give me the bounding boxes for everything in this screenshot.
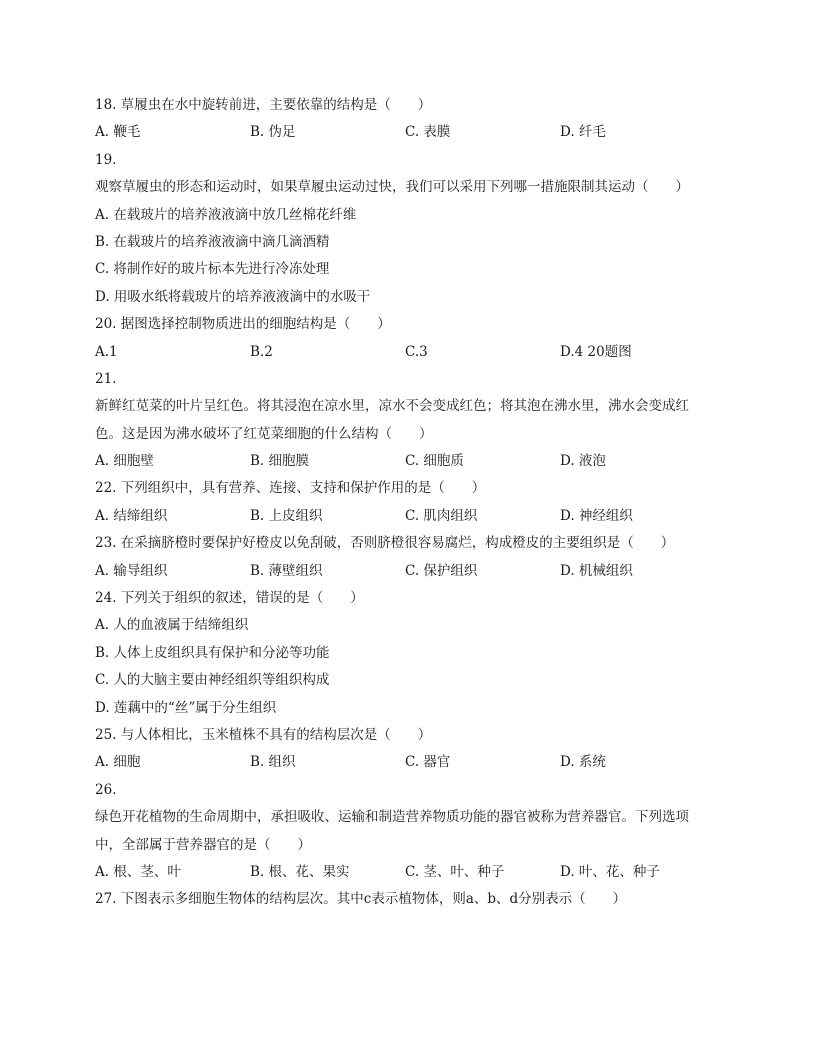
option-d: D. 机械组织 [560, 562, 633, 579]
exam-page [95, 92, 725, 914]
option-a: A. 根、茎、叶 [95, 863, 181, 880]
option-a: A. 在载玻片的培养液液滴中放几丝棉花纤维 [95, 206, 357, 223]
option-b: B. 薄壁组织 [250, 562, 323, 579]
question-27-stem: 27. 下图表示多细胞生物体的结构层次。其中c表示植物体，则a、b、d分别表示（ ） [95, 891, 627, 908]
question-23-stem: 23. 在采摘脐橙时要保护好橙皮以免刮破，否则脐橙很容易腐烂，构成橙皮的主要组织是（ ） [95, 535, 675, 552]
question-23-options [95, 558, 725, 585]
question-25-stem: 25. 与人体相比，玉米植株不具有的结构层次是（ ） [95, 726, 432, 743]
option-a: A. 人的血液属于结缔组织 [95, 617, 249, 634]
option-d: D.4 20题图 [560, 343, 632, 360]
option-b: B. 在载玻片的培养液液滴中滴几滴酒精 [95, 233, 330, 250]
option-c: C. 将制作好的玻片标本先进行冷冻处理 [95, 261, 330, 278]
question-21-stem-line-2: 色。这是因为沸水破坏了红苋菜细胞的什么结构（ ） [95, 425, 433, 442]
option-b: B. 人体上皮组织具有保护和分泌等功能 [95, 644, 330, 661]
option-c: C. 茎、叶、种子 [405, 863, 505, 880]
question-26-stem-line-2: 中，全部属于营养器官的是（ ） [95, 836, 311, 853]
option-a: A. 鞭毛 [95, 124, 141, 141]
question-24-stem: 24. 下列关于组织的叙述，错误的是（ ） [95, 590, 364, 607]
question-26-number: 26. [95, 781, 117, 798]
question-21-stem-line-1: 新鲜红苋菜的叶片呈红色。将其浸泡在凉水里，凉水不会变成红色；将其泡在沸水里，沸水会变成红 [95, 398, 689, 415]
option-c: C. 人的大脑主要由神经组织等组织构成 [95, 672, 330, 689]
option-c: C. 器官 [405, 754, 451, 771]
option-c: C. 表膜 [405, 124, 451, 141]
question-18-stem: 18. 草履虫在水中旋转前进，主要依靠的结构是（ ） [95, 97, 432, 113]
option-d: D. 叶、花、种子 [560, 863, 660, 880]
option-b: B. 根、花、果实 [250, 863, 350, 880]
question-26-stem-line-1: 绿色开花植物的生命周期中，承担吸收、运输和制造营养物质功能的器官被称为营养器官。下列选项 [95, 809, 689, 826]
option-d: D. 系统 [560, 754, 606, 771]
question-20-stem: 20. 据图选择控制物质进出的细胞结构是（ ） [95, 316, 391, 333]
option-d: D. 用吸水纸将载玻片的培养液液滴中的水吸干 [95, 288, 371, 305]
question-21-options [95, 448, 725, 475]
option-d: D. 神经组织 [560, 507, 633, 524]
question-20-options [95, 339, 725, 366]
question-19-stem: 观察草履虫的形态和运动时，如果草履虫运动过快，我们可以采用下列哪一措施限制其运动（ ） [95, 179, 689, 196]
option-c: C. 细胞质 [405, 453, 464, 470]
question-19-number: 19. [95, 151, 117, 168]
option-a: A. 细胞壁 [95, 453, 154, 470]
option-b: B.2 [250, 343, 273, 360]
option-c: C.3 [405, 343, 428, 360]
option-b: B. 组织 [250, 754, 296, 771]
option-b: B. 上皮组织 [250, 507, 323, 524]
question-25-options [95, 749, 725, 776]
option-a: A. 结缔组织 [95, 507, 168, 524]
question-21-number: 21. [95, 370, 117, 387]
option-a: A.1 [95, 343, 118, 360]
question-26-options [95, 859, 725, 886]
question-18-options [95, 119, 725, 146]
option-c: C. 保护组织 [405, 562, 478, 579]
option-c: C. 肌肉组织 [405, 507, 478, 524]
option-b: B. 伪足 [250, 124, 296, 141]
option-d: D. 液泡 [560, 453, 606, 470]
option-a: A. 输导组织 [95, 562, 168, 579]
option-d: D. 莲藕中的“丝”属于分生组织 [95, 699, 277, 716]
option-a: A. 细胞 [95, 754, 141, 771]
option-b: B. 细胞膜 [250, 453, 310, 470]
question-22-options [95, 503, 725, 530]
question-22-stem: 22. 下列组织中，具有营养、连接、支持和保护作用的是（ ） [95, 480, 486, 497]
option-d: D. 纤毛 [560, 124, 606, 141]
